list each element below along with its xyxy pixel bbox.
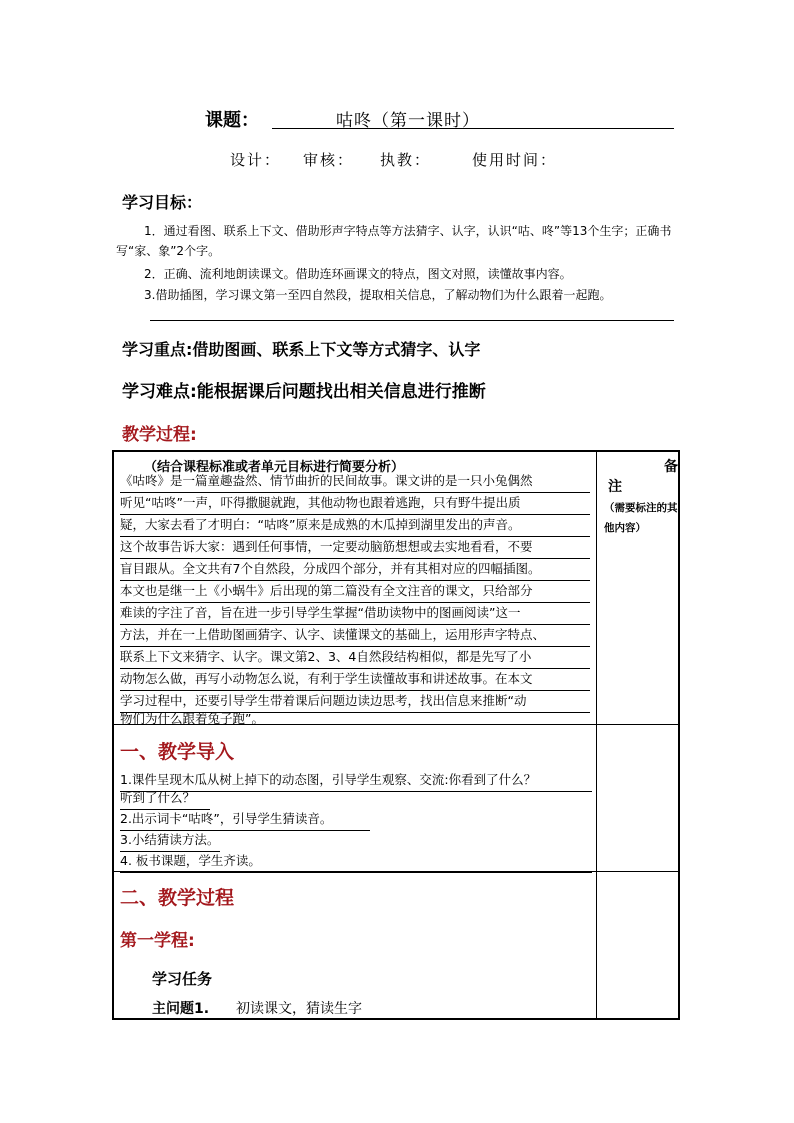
goal-item-1: 1．通过看图、联系上下文、借助形声字特点等方法猜字、认字，认识“咕、咚”等13个生字；正确书写“家、象”2个字。 [116,224,672,258]
task-heading: 学习任务 [152,970,213,988]
process-heading: 教学过程: [122,425,197,445]
question-text-field [220,998,590,1019]
intro-line: 听到了什么？ [120,788,210,810]
note-title-1: 备 [664,459,678,475]
analysis-line: 盲目跟从。全文共有7个自然段，分成四个部分，并有其相对应的四幅插图。 [120,559,590,581]
analysis-line: 方法，并在一上借助图画猜字、认字、读懂课文的基础上，运用形声字特点、 [120,625,590,647]
intro-heading: 一、教学导入 [120,741,235,763]
analysis-line: 听见“咕咚”一声，吓得撒腿就跑，其他动物也跟着逃跑，只有野牛提出质 [120,493,590,515]
goal-item-3: 3.借助插图，学习课文第一至四自然段，提取相关信息，了解动物们为什么跟着一起跑。 [144,288,612,302]
key-point: 学习重点:借助图画、联系上下文等方式猜字、认字 [122,340,481,359]
design-label: 设计： [230,151,282,169]
review-label: 审核： [303,151,355,169]
analysis-line: 疑，大家去看了才明白：“咕咚”原来是成熟的木瓜掉到湖里发出的声音。 [120,515,590,537]
time-label: 使用时间： [472,151,558,169]
analysis-line: 《咕咚》是一篇童趣盎然、情节曲折的民间故事。课文讲的是一只小兔偶然 [120,471,590,493]
analysis-line: 学习过程中，还要引导学生带着课后问题边读边思考，找出信息来推断“动 [120,691,590,713]
intro-line: 1.课件呈现木瓜从树上掉下的动态图，引导学生观察、交流:你看到了什么？ [120,770,592,792]
question-text: 初读课文，猜读生字 [236,1001,362,1017]
lesson-table [112,450,680,1020]
goal-item-2: 2．正确、流利地朗读课文。借助连环画课文的特点，图文对照，读懂故事内容。 [144,267,572,281]
analysis-line: 联系上下文来猜字、认字。课文第2、3、4自然段结构相似，都是先写了小 [120,647,590,669]
title-field [272,106,674,129]
divider-line [150,320,674,321]
intro-line: 4. 板书课题，学生齐读。 [120,851,592,873]
title-value: 咕咚（第一课时） [336,111,480,131]
title-label: 课题： [205,110,259,131]
analysis-heading: （结合课程标准或者单元目标进行简要分析） [144,460,405,475]
stage-heading: 第一学程: [120,931,195,951]
difficulty: 学习难点:能根据课后问题找出相关信息进行推断 [122,382,486,402]
process-section-heading: 二、教学过程 [120,887,235,909]
column-divider [596,452,597,1018]
intro-line: 3.小结猜读方法。 [120,830,220,852]
note-title-2: 注 [608,479,622,495]
analysis-line: 物们为什么跟着兔子跑”。 [120,711,264,726]
analysis-line: 这个故事告诉大家：遇到任何事情，一定要动脑筋想想或去实地看看，不要 [120,537,590,559]
analysis-line: 本文也是继一上《小蜗牛》后出现的第二篇没有全文注音的课文，只给部分 [120,581,590,603]
analysis-line: 动物怎么做，再写小动物怎么说，有利于学生读懂故事和讲述故事。在本文 [120,669,590,691]
question-label: 主问题1. [152,1001,210,1017]
analysis-line: 难读的字注了音，旨在进一步引导学生掌握“借助读物中的图画阅读”这一 [120,603,590,625]
intro-line: 2.出示词卡“咕咚”，引导学生猜读音。 [120,809,370,831]
teach-label: 执教： [380,151,432,169]
note-subtitle: （需要标注的其他内容） [604,502,678,534]
goals-heading: 学习目标： [122,193,203,212]
